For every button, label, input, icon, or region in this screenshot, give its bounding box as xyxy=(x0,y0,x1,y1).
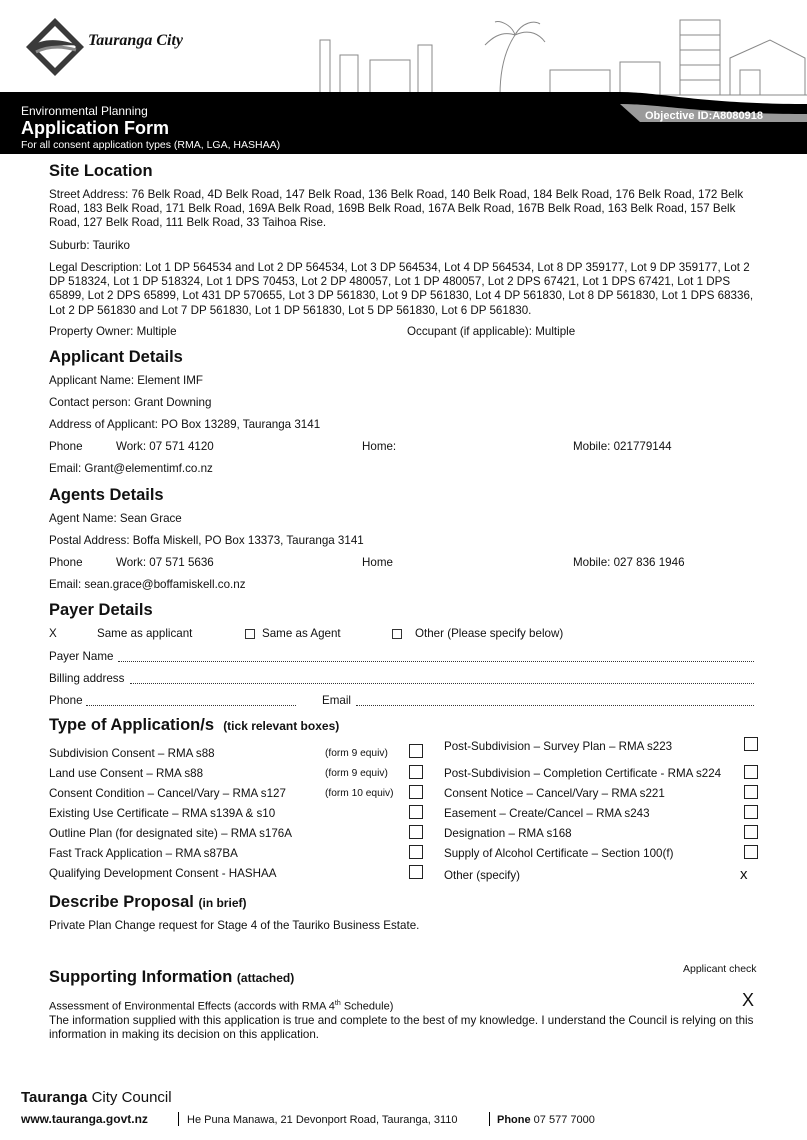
street-address: Street Address: 76 Belk Road, 4D Belk Road, 147 Belk Road, 136 Belk Road, 140 Belk Road, 184 Belk Road, 176 Belk Road, 172 Belk Road, 183 Belk Road, 171 Belk Road, 169A Belk Road, 169B Belk Road, 167A Belk Road, 167B Belk Road, 163 Belk Road, 157 Belk Road, 127 Belk Road, 111 Belk Road, 33 Taihoa Rise. xyxy=(49,188,744,230)
type-left-item-label: Land use Consent – RMA s88 xyxy=(49,767,204,780)
type-right-item-label: Other (specify) xyxy=(444,869,521,882)
type-right-item-checkbox[interactable] xyxy=(744,737,758,751)
aee-line xyxy=(49,997,393,1014)
type-left-item-form: (form 9 equiv) xyxy=(325,768,388,779)
footer-website[interactable]: www.tauranga.govt.nz xyxy=(21,1112,148,1126)
type-left-item-label: Consent Condition – Cancel/Vary – RMA s127 xyxy=(49,787,286,800)
legal-description: Legal Description: Lot 1 DP 564534 and Lot 2 DP 564534, Lot 3 DP 564534, Lot 4 DP 564534, Lot 8 DP 359177, Lot 9 DP 359177, Lot 2 DP 518324, Lot 1 DP 518324, Lot 1 DPS 70453, Lot 2 DP 480057, Lot 1 DP 480057, Lot 2 DPS 67421, Lot 1 DPS 67421, Lot 1 DPS 65899, Lot 2 DPS 65899, Lot 431 DP 570655, Lot 3 DP 561830, Lot 9 DP 561830, Lot 4 DP 561830, Lot 8 DP 561830, Lot 1 DPS 68336, Lot 2 DP 561830 and Lot 7 DP 561830, Lot 1 DP 561830, Lot 5 DP 561830, Lot 6 DP 561830. xyxy=(49,261,754,317)
same-as-agent-label: Same as Agent xyxy=(262,627,341,640)
applicant-check-label: Applicant check xyxy=(683,963,757,975)
same-as-applicant-label: Same as applicant xyxy=(97,627,193,640)
proposal-heading-note: (in brief) xyxy=(198,896,247,910)
agent-home-phone: Home xyxy=(362,556,393,569)
billing-address-label: Billing address xyxy=(49,672,125,685)
type-left-item-checkbox[interactable] xyxy=(409,765,423,779)
footer-phone-label: Phone xyxy=(497,1114,531,1126)
cityscape-illustration xyxy=(300,0,807,100)
type-right-item-label: Post-Subdivision – Survey Plan – RMA s223 xyxy=(444,740,673,753)
type-left-item-checkbox[interactable] xyxy=(409,785,423,799)
other-payer-checkbox[interactable] xyxy=(392,629,402,639)
type-right-item-checkbox[interactable] xyxy=(744,785,758,799)
type-right-item-checkbox[interactable] xyxy=(744,765,758,779)
payer-phone-label: Phone xyxy=(49,694,83,707)
department-label: Environmental Planning xyxy=(21,104,148,118)
payer-email-field[interactable] xyxy=(356,705,754,706)
type-left-item-checkbox[interactable] xyxy=(409,825,423,839)
declaration: The information supplied with this application is true and complete to the best of my knowledge. I understand the Council is relying on this information in making its decision on this application. xyxy=(49,1014,754,1042)
payer-name-label: Payer Name xyxy=(49,650,114,663)
type-heading-text: Type of Application/s xyxy=(49,716,215,734)
same-as-agent-checkbox[interactable] xyxy=(245,629,255,639)
objective-id: Objective ID:A8080918 xyxy=(645,110,764,122)
proposal-heading-text: Describe Proposal xyxy=(49,893,194,911)
applicant-email: Email: Grant@elementimf.co.nz xyxy=(49,462,213,475)
suburb: Suburb: Tauriko xyxy=(49,239,130,252)
page-subtitle: For all consent application types (RMA, LGA, HASHAA) xyxy=(21,139,281,151)
supporting-heading-note: (attached) xyxy=(236,971,295,985)
page-title: Application Form xyxy=(21,118,169,138)
footer-address: He Puna Manawa, 21 Devonport Road, Tauranga, 3110 xyxy=(187,1114,458,1126)
footer-council-rest: City Council xyxy=(87,1089,172,1106)
occupant: Occupant (if applicable): Multiple xyxy=(407,325,576,338)
applicant-heading: Applicant Details xyxy=(49,348,183,366)
agent-email: Email: sean.grace@boffamiskell.co.nz xyxy=(49,578,246,591)
contact-person: Contact person: Grant Downing xyxy=(49,396,212,409)
type-right-item-checkbox[interactable] xyxy=(744,805,758,819)
type-left-item-checkbox[interactable] xyxy=(409,744,423,758)
proposal-text: Private Plan Change request for Stage 4 of the Tauriko Business Estate. xyxy=(49,919,420,932)
applicant-work-phone: Work: 07 571 4120 xyxy=(116,440,214,453)
logo-text: Tauranga City xyxy=(88,32,183,49)
type-left-item-checkbox[interactable] xyxy=(409,865,423,879)
payer-phone-field[interactable] xyxy=(86,705,296,706)
agent-postal-address: Postal Address: Boffa Miskell, PO Box 13373, Tauranga 3141 xyxy=(49,534,364,547)
footer-council-name xyxy=(21,1089,172,1106)
payer-heading: Payer Details xyxy=(49,601,153,619)
type-right-item-label: Easement – Create/Cancel – RMA s243 xyxy=(444,807,650,820)
type-left-item-checkbox[interactable] xyxy=(409,805,423,819)
type-right-item-label: Designation – RMA s168 xyxy=(444,827,572,840)
supporting-heading xyxy=(49,968,294,987)
applicant-address: Address of Applicant: PO Box 13289, Tauranga 3141 xyxy=(49,418,321,431)
type-left-item-label: Outline Plan (for designated site) – RMA s176A xyxy=(49,827,292,840)
aee-text: Assessment of Environmental Effects (accords with RMA 4 xyxy=(49,1000,335,1013)
agent-work-phone: Work: 07 571 5636 xyxy=(116,556,214,569)
tauranga-logo xyxy=(24,16,86,78)
applicant-name: Applicant Name: Element IMF xyxy=(49,374,203,387)
type-right-item-checkbox[interactable] xyxy=(744,825,758,839)
other-specify-mark[interactable]: x xyxy=(740,866,748,883)
type-left-item-label: Fast Track Application – RMA s87BA xyxy=(49,847,238,860)
type-left-item-checkbox[interactable] xyxy=(409,845,423,859)
type-left-item-label: Subdivision Consent – RMA s88 xyxy=(49,747,215,760)
type-left-item-label: Qualifying Development Consent - HASHAA xyxy=(49,867,277,880)
aee-text-end: Schedule) xyxy=(340,1000,394,1013)
aee-superscript: th xyxy=(334,1000,341,1007)
type-right-item-label: Post-Subdivision – Completion Certificate - RMA s224 xyxy=(444,767,722,780)
supporting-heading-text: Supporting Information xyxy=(49,968,233,986)
type-heading xyxy=(49,716,339,735)
footer-phone-number: 07 577 7000 xyxy=(530,1114,595,1126)
site-location-heading: Site Location xyxy=(49,162,153,180)
footer-phone xyxy=(497,1114,595,1126)
type-heading-note: (tick relevant boxes) xyxy=(223,719,340,733)
payer-email-label: Email xyxy=(322,694,351,707)
type-left-item-label: Existing Use Certificate – RMA s139A & s10 xyxy=(49,807,276,820)
agent-heading: Agents Details xyxy=(49,486,164,504)
aee-check-mark[interactable]: X xyxy=(742,990,755,1010)
payer-applicant-mark[interactable]: X xyxy=(49,627,57,640)
logo-diamond-icon xyxy=(24,16,86,78)
type-left-item-form: (form 10 equiv) xyxy=(325,788,394,799)
billing-address-field[interactable] xyxy=(130,683,754,684)
applicant-phone-label: Phone xyxy=(49,440,83,453)
applicant-home-phone: Home: xyxy=(362,440,397,453)
agent-mobile: Mobile: 027 836 1946 xyxy=(573,556,685,569)
property-owner: Property Owner: Multiple xyxy=(49,325,177,338)
other-payer-label: Other (Please specify below) xyxy=(415,627,564,640)
agent-name: Agent Name: Sean Grace xyxy=(49,512,182,525)
proposal-heading xyxy=(49,893,246,912)
type-right-item-checkbox[interactable] xyxy=(744,845,758,859)
footer-council-bold: Tauranga xyxy=(21,1089,88,1106)
type-right-item-label: Consent Notice – Cancel/Vary – RMA s221 xyxy=(444,787,665,800)
type-left-item-form: (form 9 equiv) xyxy=(325,748,388,759)
footer-divider-2 xyxy=(489,1112,490,1126)
agent-phone-label: Phone xyxy=(49,556,83,569)
type-right-item-label: Supply of Alcohol Certificate – Section 100(f) xyxy=(444,847,674,860)
payer-name-field[interactable] xyxy=(118,661,754,662)
applicant-mobile: Mobile: 021779144 xyxy=(573,440,672,453)
footer-divider-1 xyxy=(178,1112,179,1126)
